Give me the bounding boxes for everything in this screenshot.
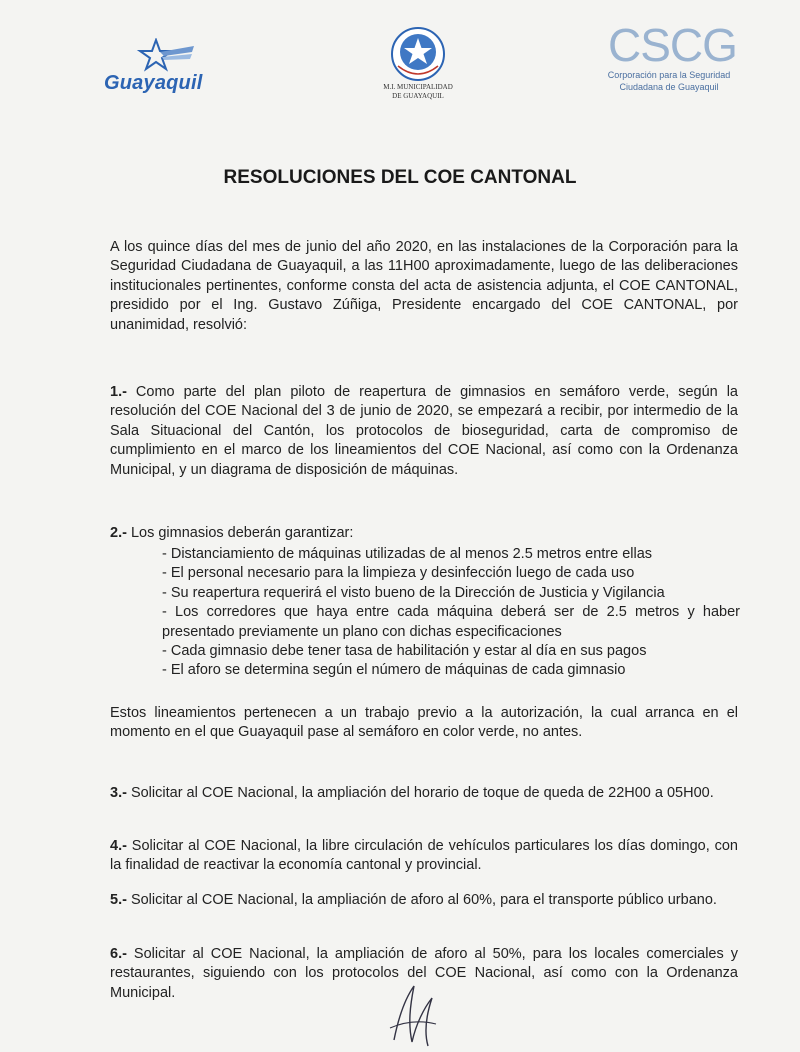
item-number: 5.-: [110, 892, 127, 908]
list-item: - El aforo se determina según el número de máquinas de cada gimnasio: [162, 662, 626, 679]
item-number: 3.-: [110, 785, 127, 801]
item-text: Solicitar al COE Nacional, la libre circulación de vehículos particulares los días domingo, con la finalidad de reactivar la economía cantonal y provincial.: [110, 838, 738, 874]
cscg-subtitle-line-1: Corporación para la Seguridad: [607, 70, 731, 80]
resolution-item-1: [110, 383, 738, 480]
item-text: Como parte del plan piloto de reapertura de gimnasios en semáforo verde, según la resolución del COE Nacional del 3 de junio de 2020, se empezará a recibir, por intermedio de la Sala Situacional del Cantón, los protocolos de bioseguridad, carta de compromiso de cumplimiento en el marco de los lineamientos del COE Nacional, así como con la Ordenanza Municipal, y un diagrama de disposición de máquinas.: [110, 384, 738, 478]
item-number: 6.-: [110, 946, 127, 962]
cscg-subtitle-line-2: Ciudadana de Guayaquil: [619, 82, 719, 92]
item-number: 1.-: [110, 384, 127, 400]
cscg-logo-text: CSCG: [608, 19, 737, 71]
item-text: Los gimnasios deberán garantizar:: [126, 525, 354, 541]
item-number: 4.-: [110, 838, 127, 854]
resolution-item-2: [110, 524, 738, 543]
municipality-seal: [362, 26, 474, 110]
document-title: RESOLUCIONES DEL COE CANTONAL: [223, 167, 577, 188]
signature-mark: [384, 980, 444, 1050]
gym-requirements-list: [162, 545, 740, 681]
list-item: - Los corredores que haya entre cada máquina deberá ser de 2.5 metros y haber presentado previamente un plano con dichas especificaciones: [162, 604, 740, 640]
intro-paragraph: A los quince días del mes de junio del año 2020, en las instalaciones de la Corporación para la Seguridad Ciudadana de Guayaquil, a las 11H00 aproximadamente, luego de las deliberaciones institucionales pertinentes, conforme consta del acta de asistencia adjunta, el COE CANTONAL, presidido por el Ing. Gustavo Zúñiga, Presidente encargado del COE CANTONAL, por unanimidad, resolvió:: [110, 239, 738, 333]
list-item: - Distanciamiento de máquinas utilizadas de al menos 2.5 metros entre ellas: [162, 546, 653, 562]
item-text: Solicitar al COE Nacional, la ampliación de aforo al 50%, para los locales comerciales y restaurantes, siguiendo con los protocolos del COE Nacional, así como con la Ordenanza Municipal.: [110, 946, 738, 1001]
list-item: - Su reapertura requerirá el visto bueno de la Dirección de Justicia y Vigilancia: [162, 584, 665, 601]
star-icon: [134, 38, 198, 72]
guayaquil-logo: [104, 38, 224, 98]
list-item: - El personal necesario para la limpieza y desinfección luego de cada uso: [162, 565, 635, 582]
seal-icon: [390, 26, 446, 82]
item-text: Solicitar al COE Nacional, la ampliación del horario de toque de queda de 22H00 a 05H00.: [126, 785, 714, 801]
item-number: 2.-: [110, 525, 127, 541]
guidelines-note: Estos lineamientos pertenecen a un trabajo previo a la autorización, la cual arranca en el momento en el que Guayaquil pase al semáforo en color verde, no antes.: [110, 705, 738, 741]
resolution-item-3: [110, 784, 738, 803]
resolution-item-4: [110, 837, 738, 876]
list-item: - Cada gimnasio debe tener tasa de habilitación y estar al día en sus pagos: [162, 643, 647, 660]
seal-text-line-1: M.I. MUNICIPALIDAD: [383, 83, 453, 91]
cscg-logo: [594, 19, 744, 100]
item-text: Solicitar al COE Nacional, la ampliación de aforo al 60%, para el transporte público urbano.: [126, 892, 717, 908]
guayaquil-logo-text: Guayaquil: [104, 72, 203, 94]
resolution-item-5: [110, 891, 738, 910]
seal-text-line-2: DE GUAYAQUIL: [392, 92, 444, 100]
